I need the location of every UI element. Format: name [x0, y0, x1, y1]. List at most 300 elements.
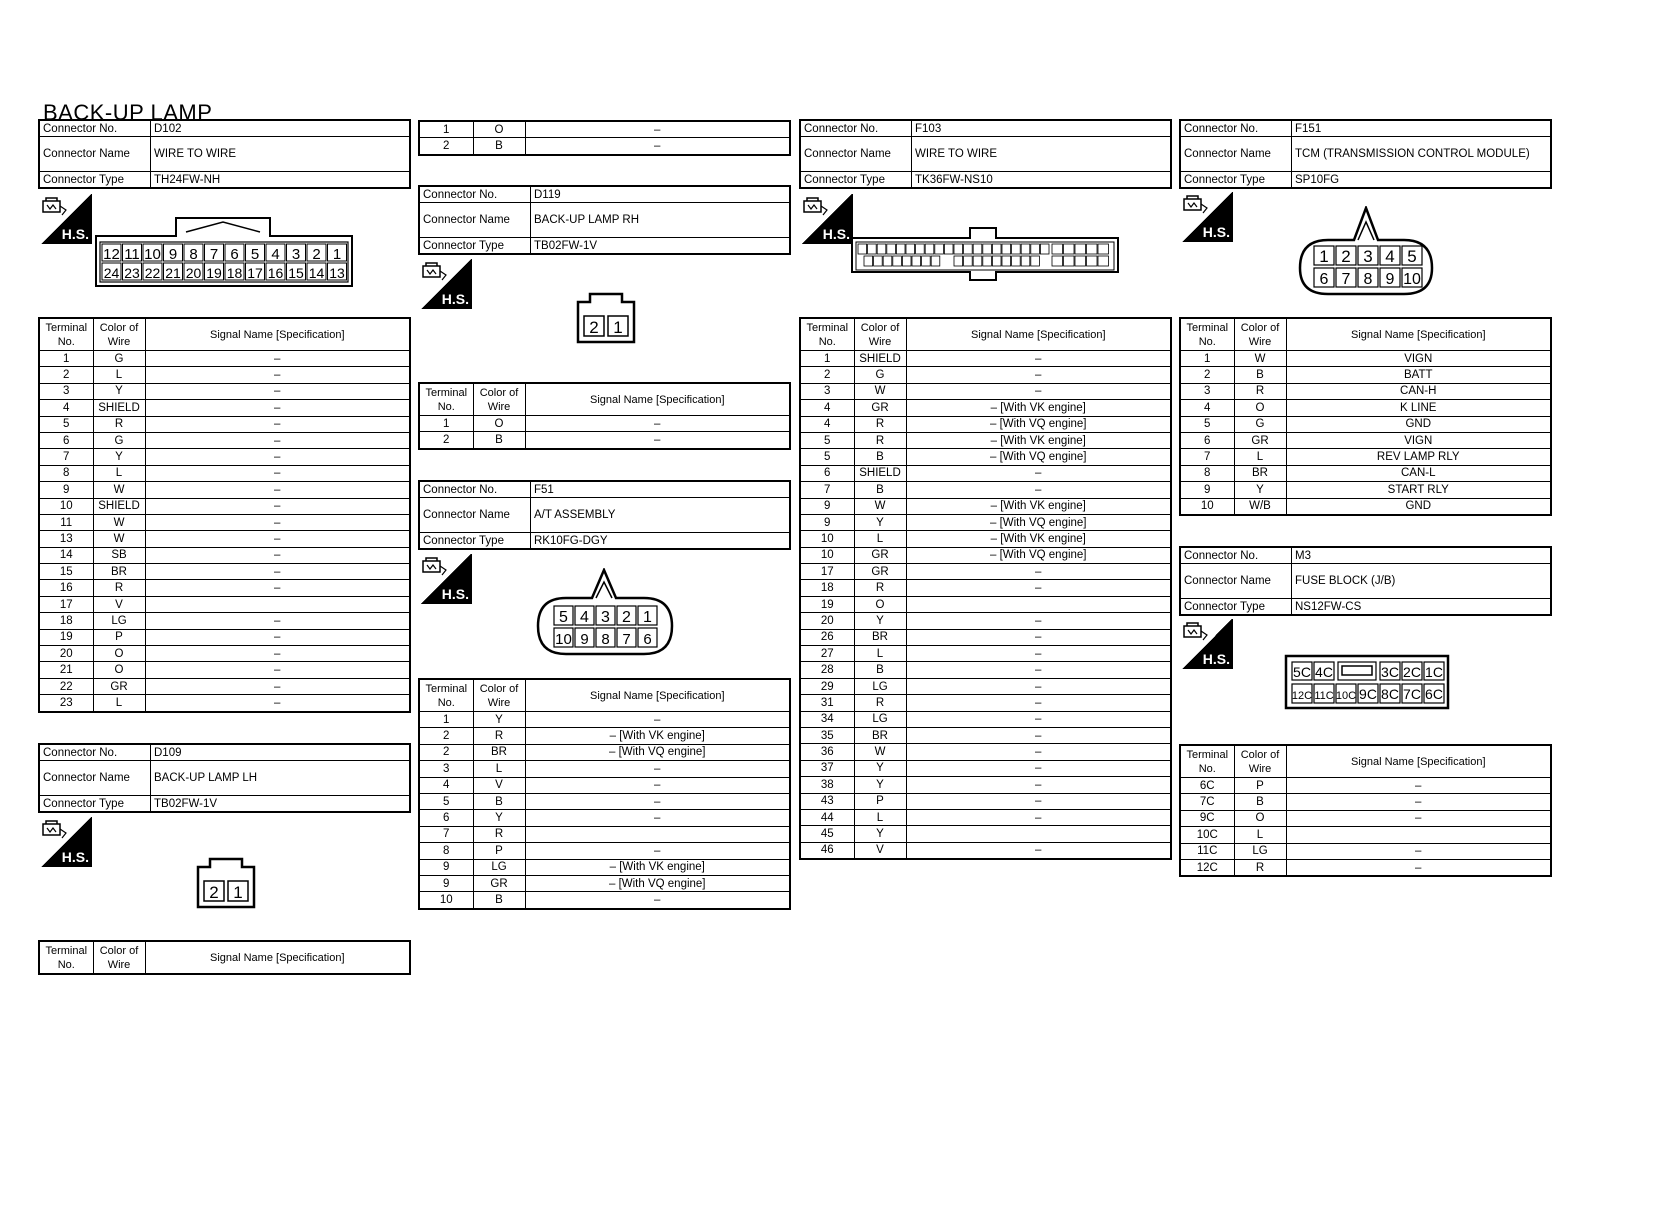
table-row: [39, 351, 410, 367]
table-row: [419, 810, 790, 826]
table-row: [39, 432, 410, 448]
table-row: [1180, 778, 1551, 794]
table-row: [1180, 482, 1551, 498]
table-row: [800, 514, 1171, 530]
d119-info: [418, 185, 791, 255]
signal-cell: –: [906, 646, 1171, 662]
header-color-of-wire: Color of Wire: [1234, 745, 1286, 778]
signal-cell: GND: [1286, 498, 1551, 515]
terminal-cell: 5: [800, 449, 854, 465]
header-terminal-no: Terminal No.: [419, 679, 473, 712]
table-row: [1180, 416, 1551, 432]
header-signal-name: Signal Name [Specification]: [906, 318, 1171, 351]
terminal-cell: 8: [1180, 465, 1234, 481]
wire-color-cell: SHIELD: [93, 400, 145, 416]
table-row: [1180, 351, 1551, 367]
label-connector-no: Connector No.: [39, 744, 151, 761]
terminal-cell: 2: [800, 367, 854, 383]
table-row: [39, 482, 410, 498]
table-row: [419, 712, 790, 728]
terminal-cell: 36: [800, 744, 854, 760]
signal-cell: [1286, 827, 1551, 843]
f103-type: TK36FW-NS10: [912, 172, 1172, 189]
pin-number: 2: [1341, 247, 1351, 266]
wire-color-cell: L: [854, 646, 906, 662]
label-connector-name: Connector Name: [1180, 137, 1292, 172]
pin-number: 15: [288, 265, 304, 281]
terminal-cell: 31: [800, 695, 854, 711]
label-connector-name: Connector Name: [419, 203, 531, 238]
terminal-cell: 7C: [1180, 794, 1234, 810]
terminal-cell: 5: [39, 416, 93, 432]
wire-color-cell: R: [473, 826, 525, 842]
pin-number: 3C: [1381, 664, 1399, 680]
wire-color-cell: G: [93, 351, 145, 367]
terminal-cell: 7: [419, 826, 473, 842]
header-color-of-wire: Color of Wire: [1234, 318, 1286, 351]
terminal-cell: 1: [419, 121, 473, 138]
terminal-cell: 4: [39, 400, 93, 416]
signal-cell: –: [1286, 843, 1551, 859]
terminal-cell: 7: [39, 449, 93, 465]
terminal-cell: 6: [419, 810, 473, 826]
wire-color-cell: L: [473, 761, 525, 777]
pin-number: 1: [613, 318, 623, 337]
wire-color-cell: R: [1234, 859, 1286, 876]
wire-color-cell: SHIELD: [854, 351, 906, 367]
table-row: [800, 564, 1171, 580]
pin-number: 6: [1319, 271, 1329, 288]
terminal-cell: 38: [800, 777, 854, 793]
f151-connector-face: [1298, 206, 1434, 301]
table-row: [39, 416, 410, 432]
table-row: [1180, 827, 1551, 843]
table-row: [800, 416, 1171, 432]
wire-color-cell: GR: [854, 547, 906, 563]
hs-icon: [1181, 619, 1233, 669]
pin-number: 10C: [1335, 690, 1357, 702]
m3-info: [1179, 546, 1552, 616]
wire-color-cell: R: [473, 728, 525, 744]
terminal-cell: 17: [800, 564, 854, 580]
signal-cell: –: [525, 121, 790, 138]
terminal-cell: 1: [419, 416, 473, 432]
m3-type: NS12FW-CS: [1292, 599, 1552, 616]
hs-icon: [801, 194, 853, 244]
table-row: [800, 465, 1171, 481]
wire-color-cell: B: [854, 482, 906, 498]
terminal-cell: 2: [419, 432, 473, 449]
wire-color-cell: GR: [854, 564, 906, 580]
d109-no: D109: [151, 744, 411, 761]
pin-number: 5: [1407, 247, 1417, 266]
f103-connector-face: [850, 226, 1120, 287]
signal-cell: [525, 826, 790, 842]
terminal-cell: 20: [800, 613, 854, 629]
signal-cell: –: [145, 629, 410, 645]
hs-label: H.S.: [61, 849, 89, 865]
d102-type: TH24FW-NH: [151, 172, 411, 189]
d119-terminal-table: [418, 382, 791, 450]
label-connector-type: Connector Type: [419, 238, 531, 255]
table-row: [800, 400, 1171, 416]
terminal-cell: 1: [1180, 351, 1234, 367]
label-connector-name: Connector Name: [800, 137, 912, 172]
terminal-cell: 1: [800, 351, 854, 367]
table-row: [39, 547, 410, 563]
terminal-cell: 10: [800, 531, 854, 547]
wire-color-cell: LG: [1234, 843, 1286, 859]
label-connector-no: Connector No.: [1180, 120, 1292, 137]
signal-cell: –: [906, 351, 1171, 367]
signal-cell: – [With VK engine]: [906, 432, 1171, 448]
signal-cell: K LINE: [1286, 400, 1551, 416]
signal-cell: –: [145, 662, 410, 678]
wire-color-cell: R: [93, 416, 145, 432]
terminal-cell: 17: [39, 596, 93, 612]
signal-cell: –: [145, 383, 410, 399]
wire-color-cell: O: [473, 121, 525, 138]
f51-no: F51: [531, 481, 791, 498]
table-row: [419, 875, 790, 891]
table-row: [419, 843, 790, 859]
signal-cell: –: [525, 810, 790, 826]
signal-cell: –: [906, 727, 1171, 743]
wire-color-cell: V: [473, 777, 525, 793]
header-color-of-wire: Color of Wire: [93, 941, 145, 974]
table-row: [800, 695, 1171, 711]
pin-number: 10: [1403, 271, 1421, 288]
table-row: [419, 793, 790, 809]
terminal-cell: 3: [1180, 383, 1234, 399]
table-row: [800, 711, 1171, 727]
pin-number: 1C: [1425, 664, 1443, 680]
header-signal-name: Signal Name [Specification]: [1286, 745, 1551, 778]
terminal-cell: 2: [419, 138, 473, 155]
label-connector-no: Connector No.: [419, 481, 531, 498]
terminal-cell: 3: [419, 761, 473, 777]
wire-color-cell: BR: [854, 727, 906, 743]
label-connector-type: Connector Type: [39, 172, 151, 189]
wire-color-cell: B: [473, 138, 525, 155]
signal-cell: BATT: [1286, 367, 1551, 383]
table-row: [39, 662, 410, 678]
table-row: [39, 531, 410, 547]
wire-color-cell: W: [1234, 351, 1286, 367]
table-row: [39, 646, 410, 662]
f151-info: [1179, 119, 1552, 189]
wire-color-cell: Y: [93, 383, 145, 399]
wire-color-cell: W/B: [1234, 498, 1286, 515]
table-row: [1180, 465, 1551, 481]
table-row: [39, 400, 410, 416]
header-terminal-no: Terminal No.: [39, 318, 93, 351]
f103-name: WIRE TO WIRE: [912, 137, 1172, 172]
wire-color-cell: Y: [854, 826, 906, 842]
table-row: [1180, 432, 1551, 448]
wire-color-cell: BR: [854, 629, 906, 645]
terminal-cell: 8: [39, 465, 93, 481]
signal-cell: –: [525, 761, 790, 777]
pin-number: 7: [622, 631, 631, 648]
table-row: [39, 383, 410, 399]
signal-cell: –: [906, 809, 1171, 825]
wire-color-cell: Y: [93, 449, 145, 465]
wire-color-cell: LG: [93, 613, 145, 629]
pin-number: 4: [1385, 247, 1395, 266]
wire-color-cell: V: [854, 842, 906, 859]
d119-name: BACK-UP LAMP RH: [531, 203, 791, 238]
wire-color-cell: Y: [1234, 482, 1286, 498]
header-signal-name: Signal Name [Specification]: [145, 941, 410, 974]
label-connector-type: Connector Type: [800, 172, 912, 189]
terminal-cell: 11: [39, 514, 93, 530]
hs-label: H.S.: [441, 586, 469, 602]
signal-cell: –: [525, 892, 790, 909]
header-terminal-no: Terminal No.: [1180, 318, 1234, 351]
table-row: [1180, 859, 1551, 876]
wire-color-cell: BR: [1234, 465, 1286, 481]
d102-terminal-table: [38, 317, 411, 713]
signal-cell: –: [906, 613, 1171, 629]
wire-color-cell: B: [854, 449, 906, 465]
signal-cell: VIGN: [1286, 351, 1551, 367]
header-signal-name: Signal Name [Specification]: [525, 383, 790, 416]
terminal-cell: 10: [419, 892, 473, 909]
table-row: [1180, 498, 1551, 515]
pin-number: 16: [267, 265, 284, 281]
wire-color-cell: LG: [473, 859, 525, 875]
signal-cell: –: [906, 695, 1171, 711]
wire-color-cell: O: [93, 662, 145, 678]
table-row: [39, 596, 410, 612]
table-row: [800, 826, 1171, 842]
signal-cell: CAN-H: [1286, 383, 1551, 399]
terminal-cell: 10C: [1180, 827, 1234, 843]
signal-cell: – [With VQ engine]: [906, 416, 1171, 432]
table-row: [800, 432, 1171, 448]
pin-number: 12C: [1291, 690, 1313, 702]
terminal-cell: 9C: [1180, 810, 1234, 826]
pin-number: 10: [144, 246, 161, 263]
table-row: [1180, 367, 1551, 383]
d109-type: TB02FW-1V: [151, 796, 411, 813]
table-row: [800, 629, 1171, 645]
pin-number: 21: [165, 265, 181, 281]
terminal-cell: 19: [800, 596, 854, 612]
terminal-cell: 4: [419, 777, 473, 793]
table-row: [419, 892, 790, 909]
d109-name: BACK-UP LAMP LH: [151, 761, 411, 796]
terminal-cell: 27: [800, 646, 854, 662]
pin-number: 6C: [1425, 686, 1443, 702]
signal-cell: –: [145, 514, 410, 530]
d119-no: D119: [531, 186, 791, 203]
pin-number: 1: [1319, 247, 1329, 266]
terminal-cell: 1: [419, 712, 473, 728]
table-row: [800, 662, 1171, 678]
table-row: [419, 138, 790, 155]
terminal-cell: 11C: [1180, 843, 1234, 859]
terminal-cell: 1: [39, 351, 93, 367]
signal-cell: –: [145, 449, 410, 465]
f151-terminal-table: [1179, 317, 1552, 516]
d102-name: WIRE TO WIRE: [151, 137, 411, 172]
signal-cell: –: [525, 777, 790, 793]
table-row: [419, 826, 790, 842]
pin-number: 18: [226, 265, 243, 281]
wire-color-cell: O: [1234, 810, 1286, 826]
hs-icon: [1181, 192, 1233, 242]
wire-color-cell: R: [854, 416, 906, 432]
table-row: [800, 809, 1171, 825]
signal-cell: –: [906, 777, 1171, 793]
terminal-cell: 10: [39, 498, 93, 514]
header-signal-name: Signal Name [Specification]: [525, 679, 790, 712]
pin-number: 6: [230, 246, 239, 263]
pin-number: 8: [1363, 271, 1373, 288]
terminal-cell: 20: [39, 646, 93, 662]
header-terminal-no: Terminal No.: [800, 318, 854, 351]
table-row: [800, 531, 1171, 547]
signal-cell: – [With VK engine]: [906, 531, 1171, 547]
terminal-cell: 9: [1180, 482, 1234, 498]
pin-number: 8C: [1381, 686, 1399, 702]
wire-color-cell: R: [854, 432, 906, 448]
wire-color-cell: Y: [854, 514, 906, 530]
terminal-cell: 12C: [1180, 859, 1234, 876]
table-row: [39, 580, 410, 596]
hs-label: H.S.: [441, 291, 469, 307]
hs-label: H.S.: [61, 226, 89, 242]
table-row: [800, 351, 1171, 367]
wire-color-cell: BR: [473, 744, 525, 760]
wire-color-cell: B: [473, 793, 525, 809]
table-row: [800, 842, 1171, 859]
wire-color-cell: GR: [854, 400, 906, 416]
f103-terminal-table: [799, 317, 1172, 860]
pin-number: 1: [332, 246, 342, 263]
wire-color-cell: L: [93, 367, 145, 383]
pin-number: 4C: [1315, 664, 1333, 680]
signal-cell: –: [145, 547, 410, 563]
f151-type: SP10FG: [1292, 172, 1552, 189]
wire-color-cell: R: [93, 580, 145, 596]
signal-cell: –: [525, 793, 790, 809]
hs-label: H.S.: [1202, 651, 1230, 667]
terminal-cell: 2: [419, 744, 473, 760]
signal-cell: –: [145, 646, 410, 662]
signal-cell: –: [906, 482, 1171, 498]
signal-cell: –: [525, 416, 790, 432]
terminal-cell: 26: [800, 629, 854, 645]
signal-cell: REV LAMP RLY: [1286, 449, 1551, 465]
terminal-cell: 9: [800, 514, 854, 530]
signal-cell: –: [906, 383, 1171, 399]
wire-color-cell: W: [93, 482, 145, 498]
header-color-of-wire: Color of Wire: [93, 318, 145, 351]
label-connector-name: Connector Name: [419, 498, 531, 533]
signal-cell: –: [145, 400, 410, 416]
terminal-cell: 10: [1180, 498, 1234, 515]
terminal-cell: 10: [800, 547, 854, 563]
pin-number: 2C: [1403, 664, 1421, 680]
pin-number: 1: [233, 883, 243, 902]
signal-cell: –: [145, 564, 410, 580]
hs-label: H.S.: [822, 226, 850, 242]
signal-cell: –: [1286, 859, 1551, 876]
hs-icon: [40, 194, 92, 244]
m3-no: M3: [1292, 547, 1552, 564]
table-row: [39, 695, 410, 712]
table-row: [800, 613, 1171, 629]
signal-cell: –: [906, 465, 1171, 481]
pin-number: 6: [643, 631, 652, 648]
table-row: [419, 432, 790, 449]
pin-number: 5: [250, 246, 260, 263]
d119-type: TB02FW-1V: [531, 238, 791, 255]
f103-no: F103: [912, 120, 1172, 137]
table-row: [800, 678, 1171, 694]
pin-number: 3: [291, 246, 301, 263]
wire-color-cell: P: [1234, 778, 1286, 794]
wire-color-cell: SHIELD: [854, 465, 906, 481]
pin-number: 2: [622, 609, 631, 626]
signal-cell: CAN-L: [1286, 465, 1551, 481]
pin-number: 22: [144, 265, 161, 281]
table-row: [39, 564, 410, 580]
terminal-cell: 14: [39, 547, 93, 563]
wire-color-cell: O: [473, 416, 525, 432]
terminal-cell: 6: [800, 465, 854, 481]
pin-number: 3: [1363, 247, 1373, 266]
f51-terminal-table: [418, 678, 791, 910]
terminal-cell: 21: [39, 662, 93, 678]
terminal-cell: 7: [1180, 449, 1234, 465]
signal-cell: – [With VK engine]: [525, 859, 790, 875]
table-row: [419, 121, 790, 138]
d102-info: [38, 119, 411, 189]
table-row: [800, 744, 1171, 760]
pin-number: 2: [589, 318, 599, 337]
signal-cell: –: [1286, 794, 1551, 810]
d109-connector-face: [196, 857, 256, 914]
table-row: [1180, 794, 1551, 810]
wire-color-cell: W: [93, 514, 145, 530]
wire-color-cell: L: [1234, 827, 1286, 843]
signal-cell: –: [906, 678, 1171, 694]
wire-color-cell: L: [854, 531, 906, 547]
signal-cell: – [With VK engine]: [906, 400, 1171, 416]
header-color-of-wire: Color of Wire: [473, 383, 525, 416]
wire-color-cell: W: [854, 498, 906, 514]
wire-color-cell: G: [1234, 416, 1286, 432]
f151-no: F151: [1292, 120, 1552, 137]
wire-color-cell: GR: [1234, 432, 1286, 448]
label-connector-no: Connector No.: [800, 120, 912, 137]
table-row: [39, 514, 410, 530]
terminal-cell: 16: [39, 580, 93, 596]
wire-color-cell: P: [473, 843, 525, 859]
table-row: [39, 367, 410, 383]
pin-number: 10: [555, 631, 572, 648]
terminal-cell: 29: [800, 678, 854, 694]
terminal-cell: 2: [39, 367, 93, 383]
signal-cell: –: [906, 793, 1171, 809]
signal-cell: –: [525, 138, 790, 155]
pin-number: 2: [312, 246, 321, 263]
signal-cell: START RLY: [1286, 482, 1551, 498]
